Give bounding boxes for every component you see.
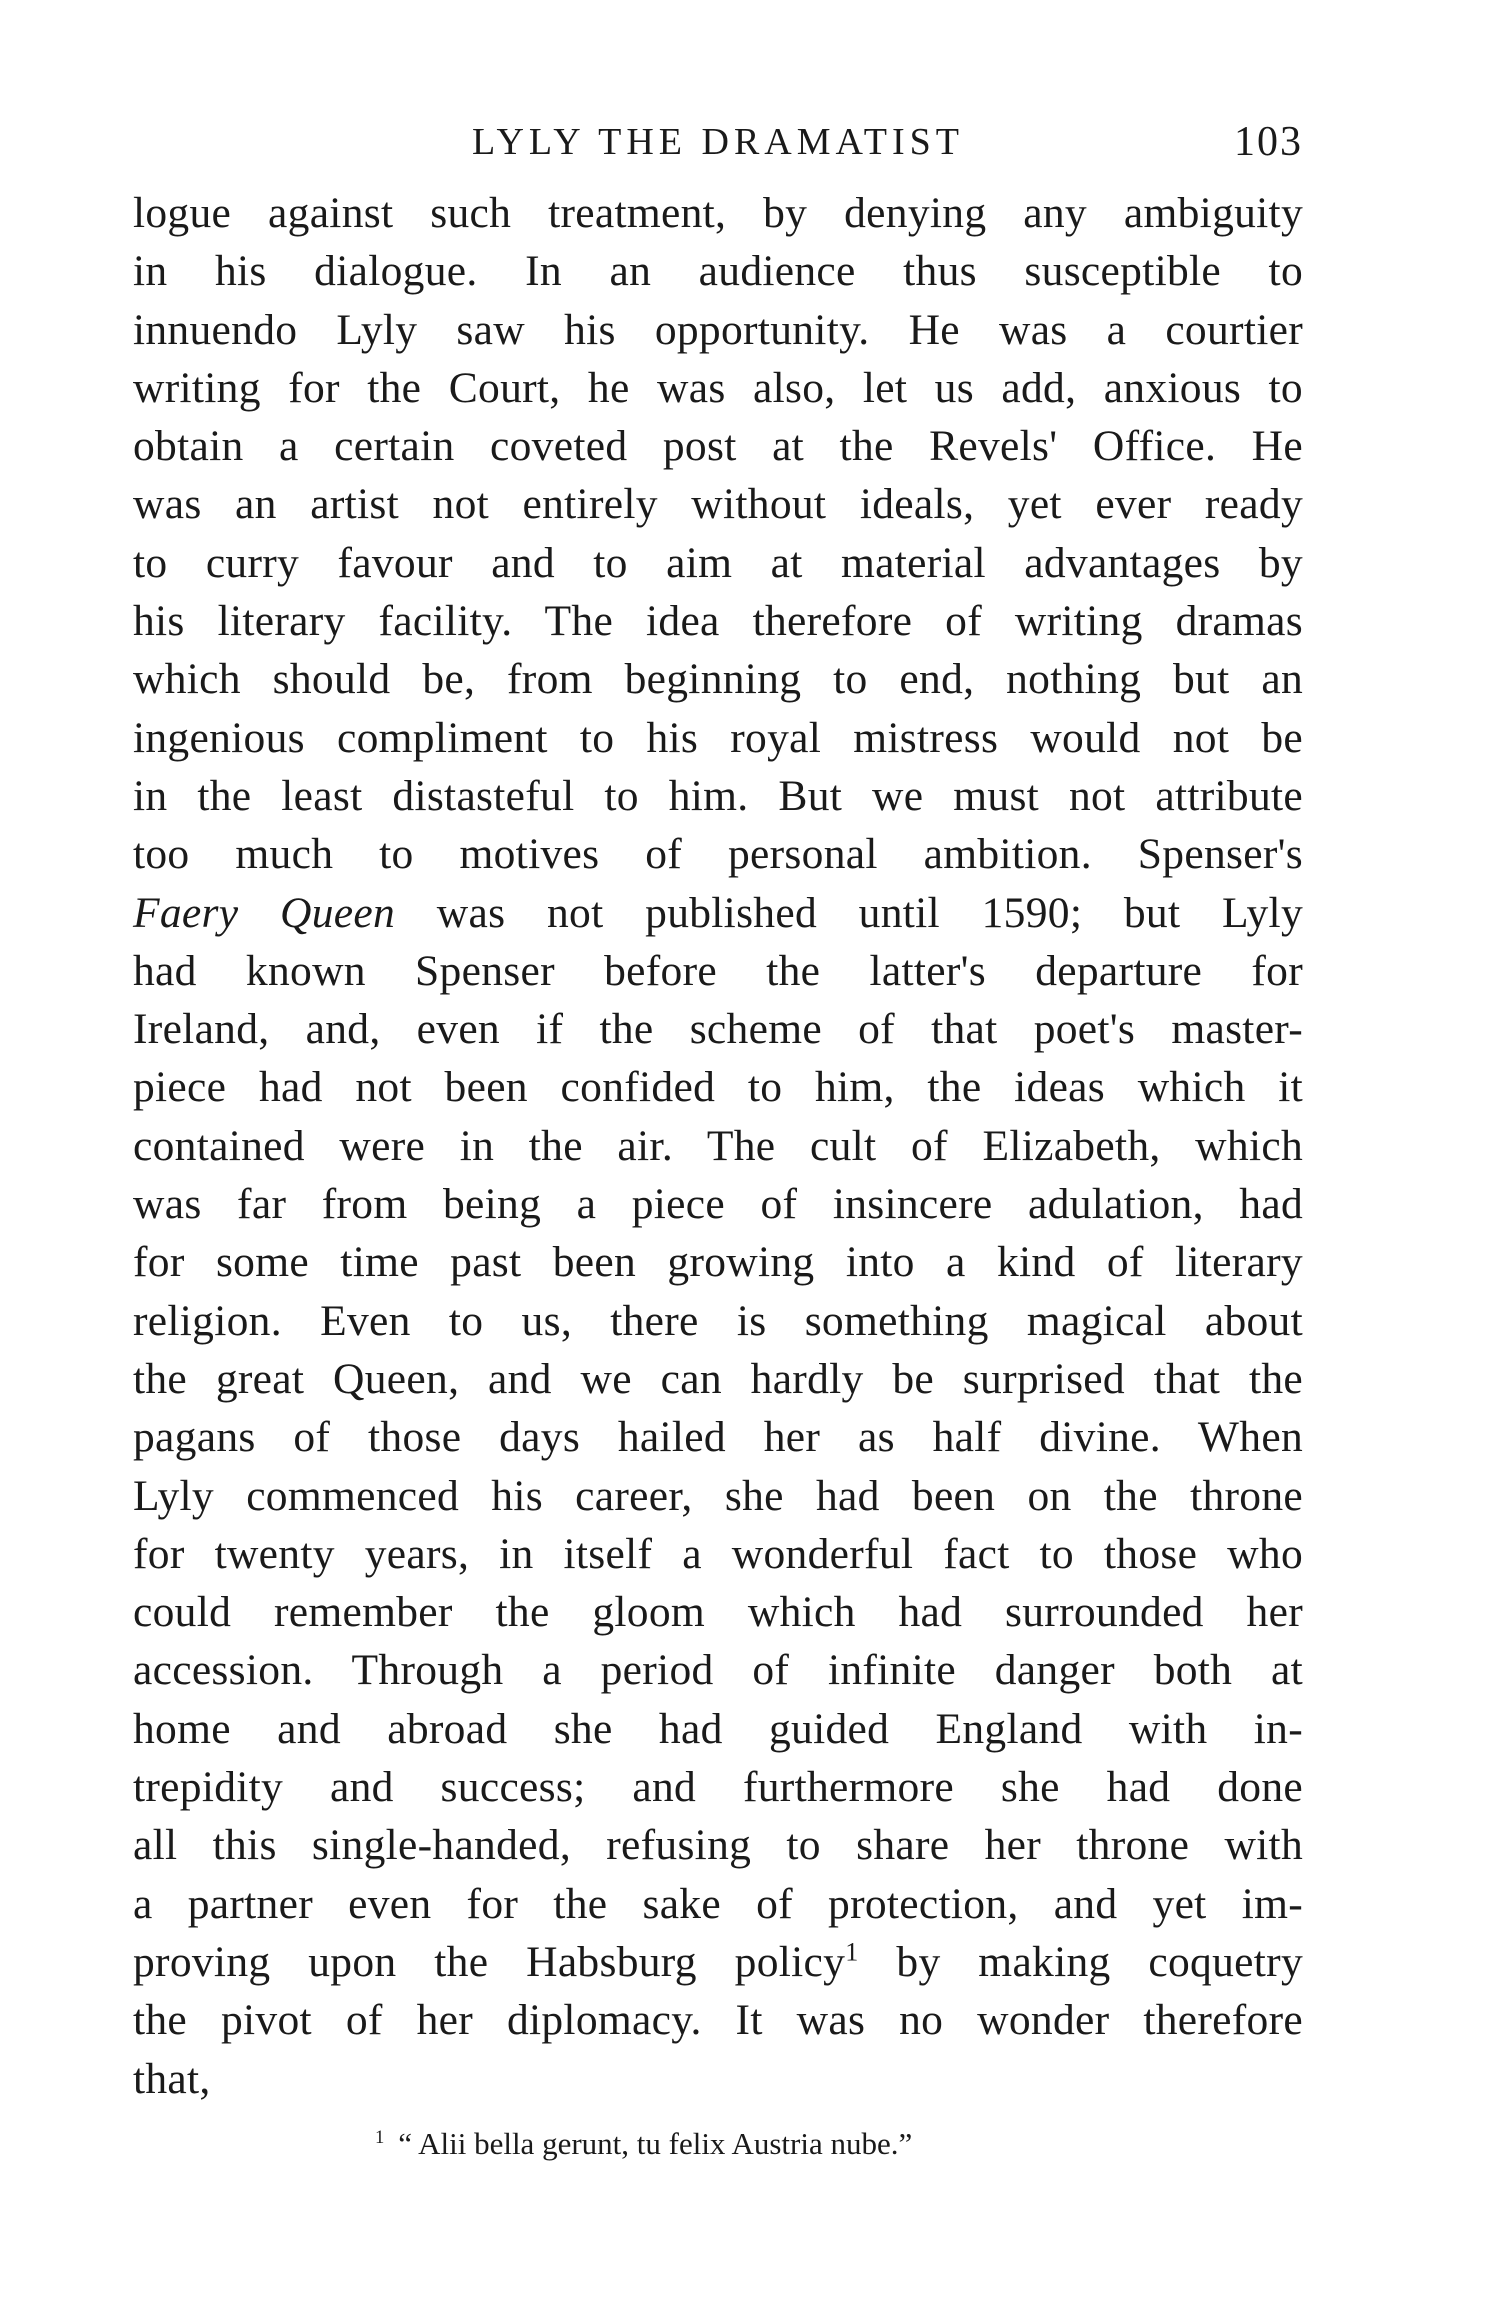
text-line-after: by making coquetry [858,1937,1303,1986]
text-line: all this single-handed, refusing to share her throne with [133,1821,1303,1870]
footnote-reference[interactable]: 1 [845,1937,859,1967]
text-line: which should be, from beginning to end, nothing but an [133,655,1303,704]
text-line: that, [133,2054,211,2103]
page-number: 103 [1234,119,1303,165]
text-line: Lyly commenced his career, she had been on the throne [133,1471,1303,1520]
text-line: had known Spenser before the latter's departure for [133,946,1303,995]
text-line: ingenious compliment to his royal mistress would not be [133,713,1303,762]
text-line: contained were in the air. The cult of Elizabeth, which [133,1121,1303,1170]
text-line: the pivot of her diplomacy. It was no wonder therefore [133,1996,1303,2045]
text-line: accession. Through a period of infinite danger both at [133,1646,1303,1695]
text-line: in his dialogue. In an audience thus susceptible to [133,247,1303,296]
text-line: his literary facility. The idea therefore of writing dramas [133,597,1303,646]
footnote-marker: 1 [375,2126,385,2148]
text-line: in the least distasteful to him. But we must not attribute [133,771,1303,820]
text-line: for some time past been growing into a kind of literary [133,1238,1303,1287]
text-line [133,1933,1303,1991]
text-line: Ireland, and, even if the scheme of that poet's master- [133,1005,1303,1054]
text-line: home and abroad she had guided England with in- [133,1704,1303,1753]
text-line: was far from being a piece of insincere adulation, had [133,1180,1303,1229]
text-line: religion. Even to us, there is something magical about [133,1296,1303,1345]
text-line: too much to motives of personal ambition. Spenser's [133,830,1303,879]
text-line: to curry favour and to aim at material advantages by [133,538,1303,587]
text-line: innuendo Lyly saw his opportunity. He was a courtier [133,305,1303,354]
book-title-italic: Faery Queen [133,888,396,937]
running-title: LYLY THE DRAMATIST [472,121,964,163]
text-line: writing for the Court, he was also, let us add, anxious to [133,363,1303,412]
footnote-text: “ Alii bella gerunt, tu felix Austria nube.” [398,2126,913,2161]
text-line: piece had not been confided to him, the ideas which it [133,1063,1303,1112]
footnote [375,2122,912,2166]
running-head [133,112,1303,172]
body-text [133,184,1303,2108]
text-line: the great Queen, and we can hardly be surprised that the [133,1354,1303,1403]
text-line-before: proving upon the Habsburg policy [133,1937,846,1986]
text-line: could remember the gloom which had surrounded her [133,1588,1303,1637]
text-line: trepidity and success; and furthermore she had done [133,1763,1303,1812]
text-line: logue against such treatment, by denying any ambiguity [133,189,1303,237]
text-line [133,884,1303,942]
text-line-rest: was not published until 1590; but Lyly [395,888,1303,937]
text-line: for twenty years, in itself a wonderful fact to those who [133,1529,1303,1578]
text-line: a partner even for the sake of protection, and yet im- [133,1879,1303,1928]
text-line: obtain a certain coveted post at the Revels' Office. He [133,422,1303,471]
text-line: pagans of those days hailed her as half divine. When [133,1413,1303,1462]
text-line: was an artist not entirely without ideals, yet ever ready [133,480,1303,529]
